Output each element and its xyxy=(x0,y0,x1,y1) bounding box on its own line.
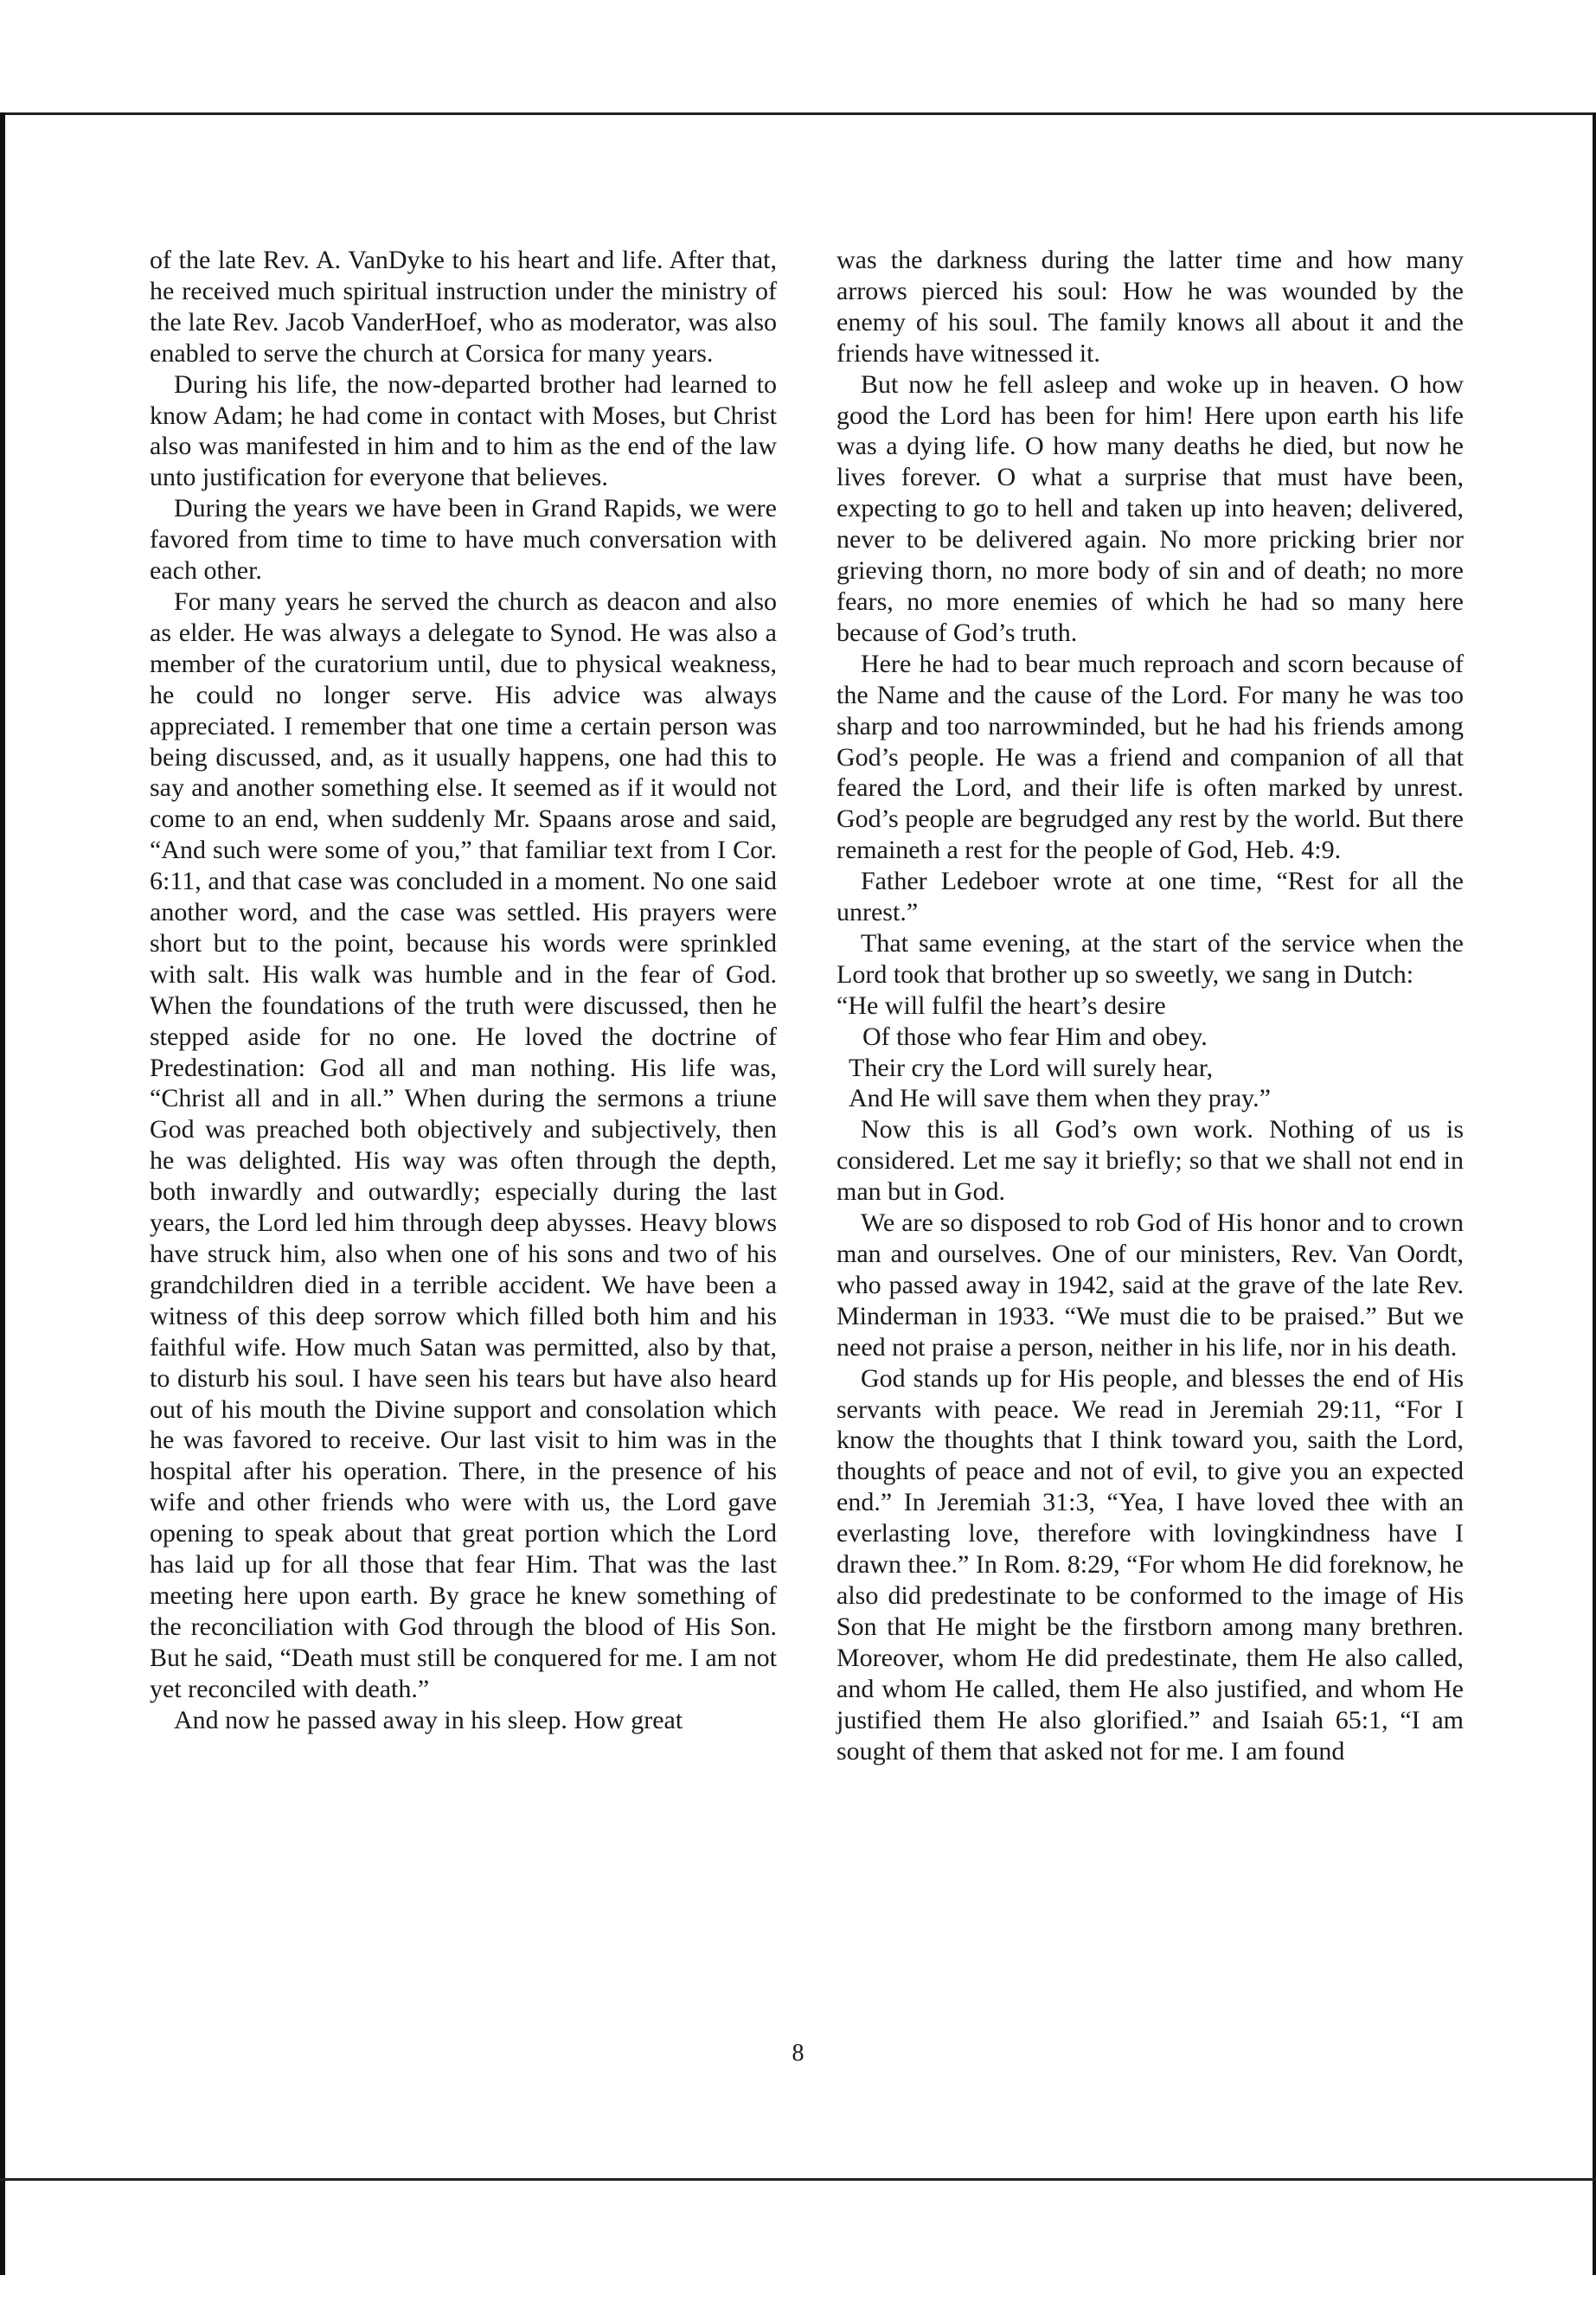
page-number: 8 xyxy=(792,2040,804,2067)
paragraph: Now this is all God’s own work. Nothing of us is considered. Let me say it briefly; so that we shall not end in man but in God. xyxy=(836,1115,1464,1207)
paragraph: God stands up for His people, and blesses the end of His servants with peace. We read in Jeremiah 29:11, “For I know the thoughts that I think toward you, saith the Lord, thoughts of peace and not of evil, to give you an expected end.” In Jeremiah 31:3, “Yea, I have loved thee with an everlasting love, therefore with lovingkindness have I drawn thee.” In Rom. 8:29, “For whom He did foreknow, he also did predestinate to be conformed to the image of His Son that He might be the firstborn among many brethren. Moreover, whom He did predestinate, them He also called, and whom He called, them He also justified, and whom He justified them He also glorified.” and Isaiah 65:1, “I am sought of them that asked not for me. I am found xyxy=(836,1363,1464,1766)
scan-border-bottom xyxy=(0,2178,1596,2181)
paragraph: That same evening, at the start of the service when the Lord took that brother up so sweetly, we sang in Dutch: xyxy=(836,928,1464,989)
paragraph: During the years we have been in Grand Rapids, we were favored from time to time to have much conversation with each other. xyxy=(150,494,777,586)
verse-line: And He will save them when they pray.” xyxy=(849,1084,1271,1113)
right-column xyxy=(836,245,1464,1766)
paragraph: Here he had to bear much reproach and scorn because of the Name and the cause of the Lord. For many he was too sharp and too narrowminded, but he had his friends among God’s people. He was a friend and companion of all that feared the Lord, and their life is often marked by unrest. God’s people are begrudged any rest by the world. But there remaineth a rest for the people of God, Heb. 4:9. xyxy=(836,649,1464,865)
paragraph: During his life, the now-departed brother had learned to know Adam; he had come in contact with Moses, but Christ also was manifested in him and to him as the end of the law unto justification for everyone that believes. xyxy=(150,369,777,492)
paragraph: And now he passed away in his sleep. How great xyxy=(174,1705,683,1734)
paragraph: We are so disposed to rob God of His honor and to crown man and ourselves. One of our ministers, Rev. Van Oordt, who passed away in 1942, said at the grave of the late Rev. Minderman in 1933. “We must die to be praised.” But we need not praise a person, neither in his life, nor in his death. xyxy=(836,1208,1464,1362)
paragraph: was the darkness during the latter time and how many arrows pierced his soul: How he was wounded by the enemy of his soul. The family knows all about it and the friends have witnessed it. xyxy=(836,246,1464,368)
paragraph: Father Ledeboer wrote at one time, “Rest for all the unrest.” xyxy=(836,867,1464,927)
left-column xyxy=(150,245,777,1736)
paragraph: of the late Rev. A. VanDyke to his heart and life. After that, he received much spiritual instruction under the ministry of the late Rev. Jacob VanderHoef, who as moderator, was also enabled to serve the church at Corsica for many years. xyxy=(150,246,777,368)
scan-border-top xyxy=(0,112,1596,115)
verse-line: Their cry the Lord will surely hear, xyxy=(849,1053,1214,1082)
paragraph: But now he fell asleep and woke up in heaven. O how good the Lord has been for him! Here upon earth his life was a dying life. O how many deaths he died, but now he lives forever. O what a surprise that must have been, expecting to go to hell and taken up into heaven; delivered, never to be delivered again. No more pricking brier nor grieving thorn, no more body of sin and of death; no more fears, no more enemies of which he had so many here because of God’s truth. xyxy=(836,369,1464,647)
scan-border-right xyxy=(1593,112,1596,2275)
hymn-verse xyxy=(836,990,1464,1115)
paragraph: For many years he served the church as deacon and also as elder. He was always a delegate to Synod. He was also a member of the curatorium until, due to physical weakness, he could no longer serve. His advice was always appreciated. I remember that one time a certain person was being discussed, and, as it usually happens, one had this to say and another something else. It seemed as if it would not come to an end, when suddenly Mr. Spaans arose and said, “And such were some of you,” that familiar text from I Cor. 6:11, and that case was concluded in a moment. No one said another word, and the case was settled. His prayers were short but to the point, because his words were sprinkled with salt. His walk was humble and in the fear of God. When the foundations of the truth were discussed, then he stepped aside for no one. He loved the doctrine of Predestination: God all and man nothing. His life was, “Christ all and in all.” When during the sermons a triune God was preached both objectively and subjectively, then he was delighted. His way was often through the depth, both inwardly and outwardly; especially during the last years, the Lord led him through deep abysses. Heavy blows have struck him, also when one of his sons and two of his grandchildren died in a terrible accident. We have been a witness of this deep sorrow which filled both him and his faithful wife. How much Satan was permitted, also by that, to disturb his soul. I have seen his tears but have also heard out of his mouth the Divine support and consolation which he was favored to receive. Our last visit to him was in the hospital after his operation. There, in the presence of his wife and other friends who were with us, the Lord gave opening to speak about that great portion which the Lord has laid up for all those that fear Him. That was the last meeting here upon earth. By grace he knew something of the reconciliation with God through the blood of His Son. But he said, “Death must still be conquered for me. I am not yet reconciled with death.” xyxy=(150,586,777,1703)
verse-line: Of those who fear Him and obey. xyxy=(862,1022,1208,1051)
scan-border-left xyxy=(0,112,5,2275)
verse-line: “He will fulfil the heart’s desire xyxy=(836,990,1166,1020)
